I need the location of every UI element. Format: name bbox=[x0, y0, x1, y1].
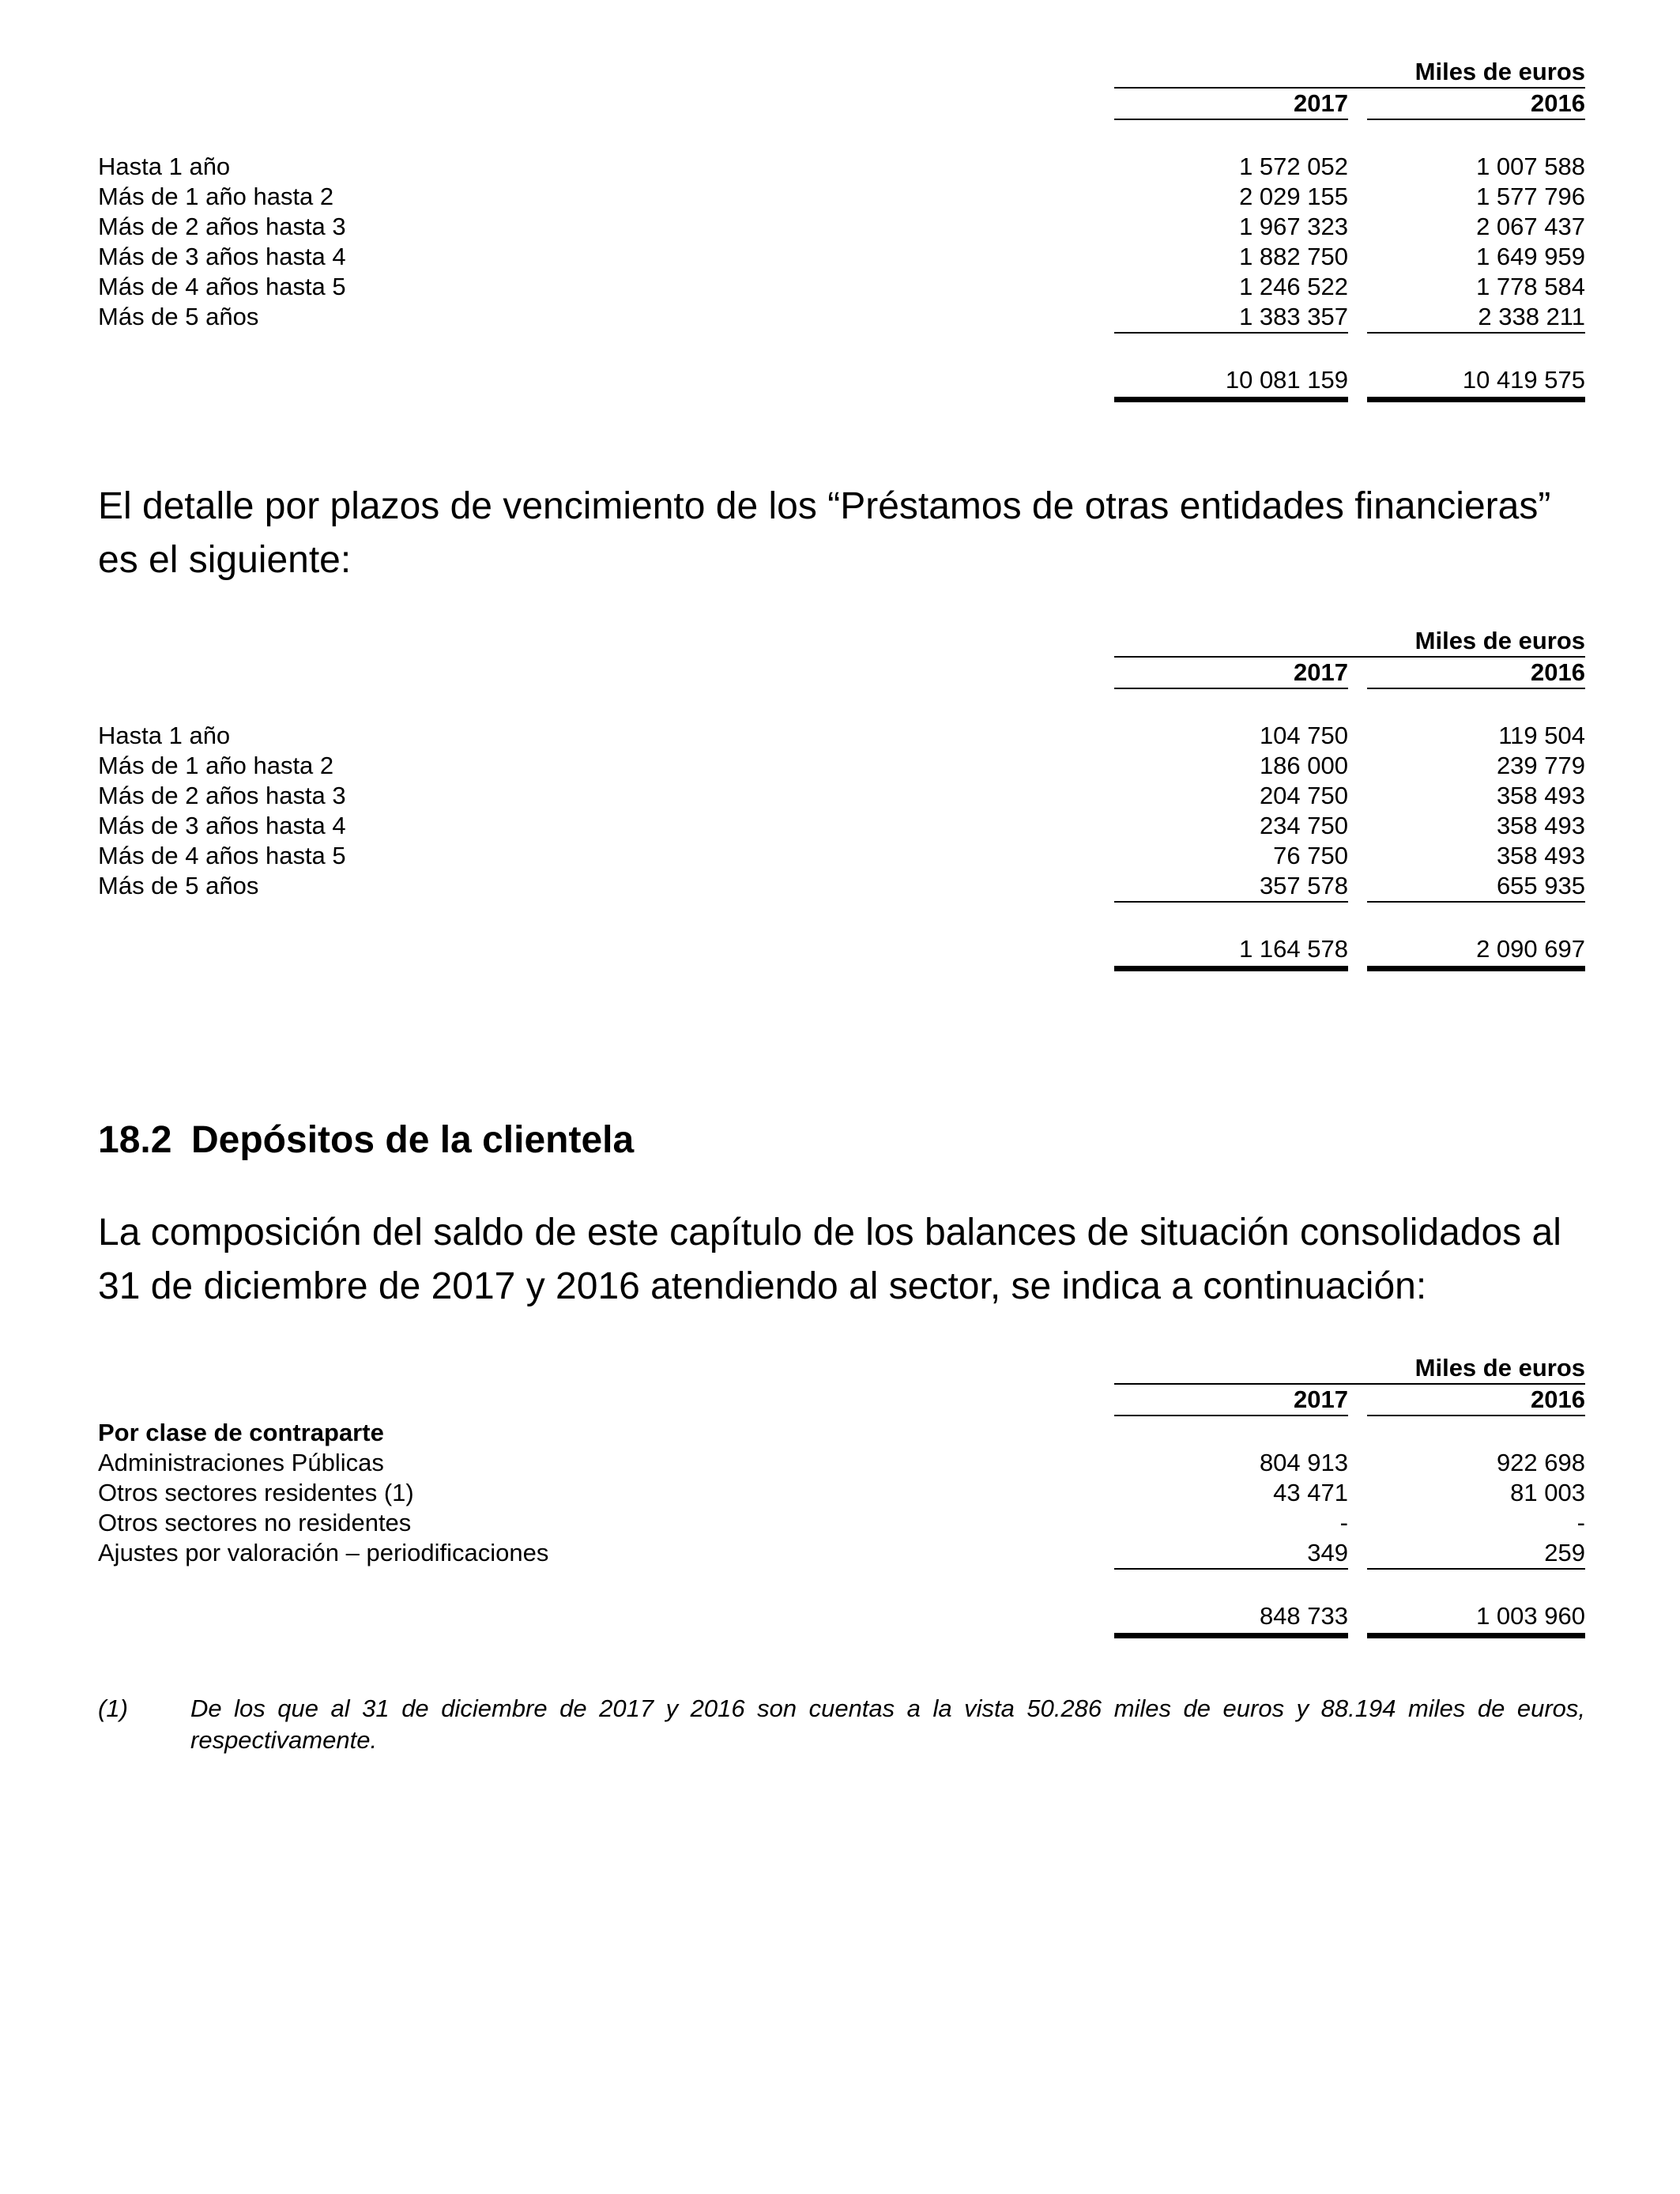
value-2016: 655 935 bbox=[1367, 871, 1585, 903]
footnote-text: De los que al 31 de diciembre de 2017 y 2016 son cuentas a la vista 50.286 miles de euros y 88.194 miles de euros, respectivamente. bbox=[190, 1695, 1585, 1754]
value-2016: 259 bbox=[1367, 1538, 1585, 1570]
table1-unit-header: Miles de euros bbox=[1114, 58, 1585, 89]
value-2017: 204 750 bbox=[1259, 782, 1348, 809]
section-title: Depósitos de la clientela bbox=[191, 1119, 635, 1161]
table1-year-2017: 2017 bbox=[1114, 90, 1348, 120]
value-2017: 1 383 357 bbox=[1114, 302, 1348, 334]
row-label: Otros sectores no residentes bbox=[98, 1509, 412, 1536]
value-2016: 358 493 bbox=[1496, 782, 1585, 809]
row-label: Hasta 1 año bbox=[98, 153, 231, 180]
value-2017: 234 750 bbox=[1259, 812, 1348, 839]
row-label: Administraciones Públicas bbox=[98, 1449, 384, 1476]
value-2017: 104 750 bbox=[1259, 722, 1348, 749]
row-label: Más de 3 años hasta 4 bbox=[98, 812, 346, 839]
row-label: Más de 2 años hasta 3 bbox=[98, 782, 346, 809]
value-2017: 43 471 bbox=[1273, 1479, 1348, 1506]
value-2016: 358 493 bbox=[1496, 842, 1585, 869]
intro-paragraph-deposits: La composición del saldo de este capítulo de los balances de situación consolidados al 31 de diciembre de 2017 y 2016 atendiendo al sector, se indica a continuación: bbox=[98, 1212, 1561, 1307]
row-label: Más de 5 años bbox=[98, 303, 259, 330]
value-2017: 2 029 155 bbox=[1239, 183, 1348, 210]
table2-year-2017: 2017 bbox=[1114, 659, 1348, 689]
value-2017: 1 246 522 bbox=[1239, 273, 1348, 300]
row-label: Más de 5 años bbox=[98, 872, 259, 899]
row-label: Más de 1 año hasta 2 bbox=[98, 183, 334, 210]
total-2017: 848 733 bbox=[1114, 1601, 1348, 1638]
row-label: Más de 3 años hasta 4 bbox=[98, 243, 346, 270]
row-label: Ajustes por valoración – periodificaciones bbox=[98, 1539, 549, 1566]
value-2016: 1 778 584 bbox=[1476, 273, 1585, 300]
value-2016: 119 504 bbox=[1498, 722, 1585, 749]
value-2017: 1 572 052 bbox=[1239, 153, 1348, 180]
value-2017: 1 967 323 bbox=[1239, 213, 1348, 240]
row-label: Hasta 1 año bbox=[98, 722, 231, 749]
table2-year-2016: 2016 bbox=[1367, 659, 1585, 689]
total-2017: 1 164 578 bbox=[1114, 934, 1348, 971]
table3-unit-header: Miles de euros bbox=[1114, 1355, 1585, 1385]
value-2016: 1 649 959 bbox=[1476, 243, 1585, 270]
value-2017: - bbox=[1339, 1509, 1348, 1536]
value-2016: 2 338 211 bbox=[1367, 302, 1585, 334]
value-2016: 2 067 437 bbox=[1476, 213, 1585, 240]
value-2016: 81 003 bbox=[1510, 1479, 1585, 1506]
row-label: Otros sectores residentes (1) bbox=[98, 1479, 414, 1506]
value-2016: 1 007 588 bbox=[1476, 153, 1585, 180]
row-label: Más de 1 año hasta 2 bbox=[98, 752, 334, 779]
total-2017: 10 081 159 bbox=[1114, 365, 1348, 402]
row-label: Más de 2 años hasta 3 bbox=[98, 213, 346, 240]
total-2016: 10 419 575 bbox=[1367, 365, 1585, 402]
section-heading bbox=[98, 1117, 634, 1164]
footnote-mark: (1) bbox=[98, 1695, 128, 1722]
value-2017: 1 882 750 bbox=[1239, 243, 1348, 270]
total-2016: 1 003 960 bbox=[1367, 1601, 1585, 1638]
total-2016: 2 090 697 bbox=[1367, 934, 1585, 971]
value-2017: 349 bbox=[1114, 1538, 1348, 1570]
value-2017: 76 750 bbox=[1273, 842, 1348, 869]
value-2017: 186 000 bbox=[1259, 752, 1348, 779]
value-2016: 1 577 796 bbox=[1476, 183, 1585, 210]
table2-unit-header: Miles de euros bbox=[1114, 628, 1585, 658]
row-label: Más de 4 años hasta 5 bbox=[98, 273, 346, 300]
value-2016: 922 698 bbox=[1496, 1449, 1585, 1476]
group-label: Por clase de contraparte bbox=[98, 1419, 384, 1446]
table3-year-2016: 2016 bbox=[1367, 1386, 1585, 1416]
value-2017: 357 578 bbox=[1114, 871, 1348, 903]
value-2017: 804 913 bbox=[1259, 1449, 1348, 1476]
table1-year-2016: 2016 bbox=[1367, 90, 1585, 120]
table3-year-2017: 2017 bbox=[1114, 1386, 1348, 1416]
value-2016: 239 779 bbox=[1496, 752, 1585, 779]
row-label: Más de 4 años hasta 5 bbox=[98, 842, 346, 869]
section-number: 18.2 bbox=[98, 1119, 172, 1161]
value-2016: - bbox=[1576, 1509, 1585, 1536]
intro-paragraph-loans: El detalle por plazos de vencimiento de los “Préstamos de otras entidades financieras” es el siguiente: bbox=[98, 485, 1551, 581]
value-2016: 358 493 bbox=[1496, 812, 1585, 839]
